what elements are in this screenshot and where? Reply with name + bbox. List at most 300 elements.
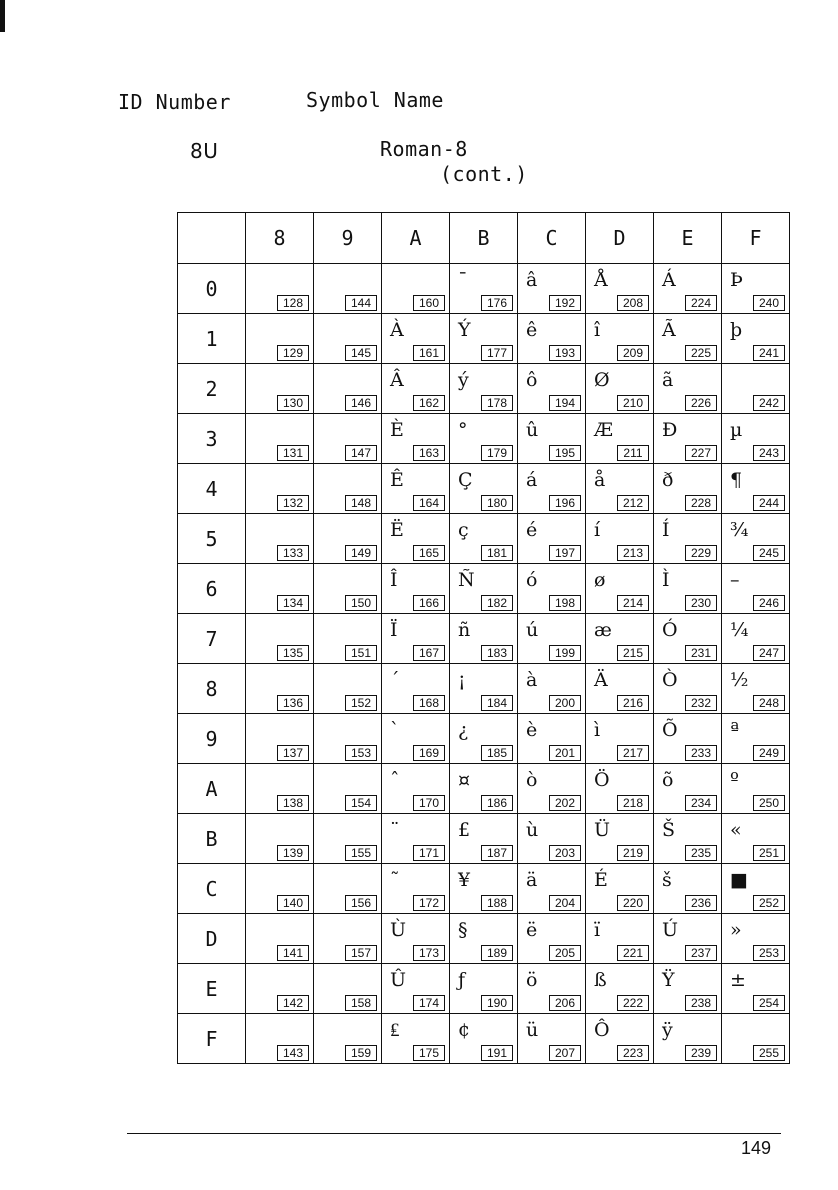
decimal-code-box: 204 [549,895,581,911]
character-glyph: ¶ [730,469,743,491]
decimal-code-box: 241 [753,345,785,361]
table-row [178,414,790,464]
decimal-code-box: 248 [753,695,785,711]
decimal-code-box: 175 [413,1045,445,1061]
character-cell [654,914,722,964]
character-glyph: µ [730,419,743,441]
character-glyph: ë [526,919,538,941]
character-cell [654,464,722,514]
character-glyph: Ä [594,669,608,691]
decimal-code-box: 251 [753,845,785,861]
decimal-code-box: 155 [345,845,377,861]
column-header: F [722,213,790,264]
character-glyph: – [730,569,740,591]
character-glyph: Ü [594,819,611,841]
character-glyph: Ú [662,919,679,941]
decimal-code-box: 184 [481,695,513,711]
character-cell [382,514,450,564]
character-cell [246,614,314,664]
character-cell [246,264,314,314]
decimal-code-box: 212 [617,495,649,511]
decimal-code-box: 156 [345,895,377,911]
decimal-code-box: 183 [481,645,513,661]
decimal-code-box: 218 [617,795,649,811]
character-cell [314,564,382,614]
decimal-code-box: 169 [413,745,445,761]
decimal-code-box: 188 [481,895,513,911]
decimal-code-box: 191 [481,1045,513,1061]
character-cell [450,264,518,314]
character-cell [314,814,382,864]
character-cell [722,264,790,314]
character-glyph: Ê [390,469,404,491]
character-cell [722,514,790,564]
character-glyph: ¥ [458,869,471,891]
decimal-code-box: 144 [345,295,377,311]
character-glyph: ñ [458,619,471,641]
decimal-code-box: 232 [685,695,717,711]
decimal-code-box: 200 [549,695,581,711]
character-cell [314,764,382,814]
character-cell [246,1014,314,1064]
character-cell [518,614,586,664]
column-header: 9 [314,213,382,264]
decimal-code-box: 136 [277,695,309,711]
decimal-code-box: 149 [345,545,377,561]
character-cell [518,664,586,714]
decimal-code-box: 180 [481,495,513,511]
decimal-code-box: 130 [277,395,309,411]
decimal-code-box: 146 [345,395,377,411]
decimal-code-box: 202 [549,795,581,811]
decimal-code-box: 227 [685,445,717,461]
decimal-code-box: 239 [685,1045,717,1061]
decimal-code-box: 147 [345,445,377,461]
decimal-code-box: 132 [277,495,309,511]
character-cell [586,714,654,764]
character-cell [518,414,586,464]
character-glyph: Á [662,269,676,291]
decimal-code-box: 185 [481,745,513,761]
character-cell [586,964,654,1014]
character-cell [518,264,586,314]
character-cell [518,714,586,764]
character-glyph: » [730,919,742,941]
row-header: 2 [178,364,246,414]
table-row [178,614,790,664]
row-header: 1 [178,314,246,364]
decimal-code-box: 131 [277,445,309,461]
character-cell [586,864,654,914]
character-cell [314,914,382,964]
table-row [178,814,790,864]
decimal-code-box: 157 [345,945,377,961]
character-cell [518,814,586,864]
character-glyph: Ì [662,569,670,591]
character-glyph: û [526,419,539,441]
decimal-code-box: 237 [685,945,717,961]
character-glyph: « [730,819,742,841]
character-cell [450,514,518,564]
decimal-code-box: 229 [685,545,717,561]
character-cell [450,814,518,864]
decimal-code-box: 213 [617,545,649,561]
decimal-code-box: 207 [549,1045,581,1061]
decimal-code-box: 225 [685,345,717,361]
character-cell [450,364,518,414]
id-number-label: ID Number [118,90,231,114]
character-glyph: ₤ [390,1019,400,1041]
character-glyph: þ [730,319,743,341]
character-cell [586,264,654,314]
character-glyph: Ç [458,469,473,491]
decimal-code-box: 170 [413,795,445,811]
table-row [178,714,790,764]
character-cell [246,464,314,514]
character-glyph: ê [526,319,538,341]
character-glyph: š [662,869,672,891]
character-cell [382,264,450,314]
decimal-code-box: 219 [617,845,649,861]
character-glyph: ã [662,369,674,391]
character-cell [450,464,518,514]
character-glyph: £ [458,819,471,841]
column-header: D [586,213,654,264]
character-cell [518,914,586,964]
decimal-code-box: 138 [277,795,309,811]
character-cell [450,664,518,714]
decimal-code-box: 197 [549,545,581,561]
character-cell [586,414,654,464]
decimal-code-box: 139 [277,845,309,861]
character-cell [722,364,790,414]
character-cell [518,464,586,514]
character-cell [722,764,790,814]
character-set-table [177,212,790,1064]
character-cell [246,814,314,864]
character-glyph: Ù [390,919,407,941]
character-cell [518,564,586,614]
decimal-code-box: 242 [753,395,785,411]
character-cell [722,314,790,364]
decimal-code-box: 235 [685,845,717,861]
decimal-code-box: 128 [277,295,309,311]
character-glyph: ¿ [458,719,469,741]
decimal-code-box: 152 [345,695,377,711]
decimal-code-box: 150 [345,595,377,611]
character-glyph: ˜ [390,869,400,891]
character-cell [654,564,722,614]
decimal-code-box: 171 [413,845,445,861]
character-glyph: ó [526,569,538,591]
decimal-code-box: 135 [277,645,309,661]
character-cell [586,514,654,564]
character-glyph: ¤ [458,769,471,791]
table-row [178,764,790,814]
decimal-code-box: 193 [549,345,581,361]
character-glyph: î [594,319,601,341]
table-row [178,464,790,514]
character-glyph: ° [458,419,468,441]
character-glyph: à [526,669,538,691]
character-cell [654,614,722,664]
character-glyph: º [730,769,739,791]
character-cell [654,814,722,864]
character-glyph: õ [662,769,674,791]
decimal-code-box: 247 [753,645,785,661]
character-cell [382,864,450,914]
character-glyph: Š [662,819,676,841]
decimal-code-box: 168 [413,695,445,711]
decimal-code-box: 133 [277,545,309,561]
decimal-code-box: 179 [481,445,513,461]
decimal-code-box: 223 [617,1045,649,1061]
continued-note: (cont.) [440,162,528,186]
decimal-code-box: 181 [481,545,513,561]
character-glyph: Ã [662,319,676,341]
footer-rule [127,1133,781,1134]
character-cell [382,714,450,764]
decimal-code-box: 134 [277,595,309,611]
character-glyph: ú [526,619,539,641]
row-header: 0 [178,264,246,314]
character-glyph: ¢ [458,1019,471,1041]
character-cell [518,864,586,914]
character-glyph: ¾ [730,519,749,541]
row-header: 5 [178,514,246,564]
character-glyph: È [390,419,404,441]
decimal-code-box: 226 [685,395,717,411]
row-header: F [178,1014,246,1064]
character-glyph: Å [594,269,608,291]
character-cell [382,364,450,414]
table-row [178,864,790,914]
decimal-code-box: 234 [685,795,717,811]
decimal-code-box: 164 [413,495,445,511]
character-cell [722,914,790,964]
character-glyph: ƒ [458,969,466,991]
character-cell [382,314,450,364]
column-header-row [178,213,790,264]
character-cell [382,814,450,864]
character-cell [450,614,518,664]
decimal-code-box: 216 [617,695,649,711]
corner-cell [178,213,246,264]
decimal-code-box: 192 [549,295,581,311]
character-glyph: ª [730,719,740,741]
character-cell [654,664,722,714]
character-cell [722,414,790,464]
character-cell [586,1014,654,1064]
character-glyph: Â [390,369,404,391]
character-glyph: ð [662,469,674,491]
character-cell [586,914,654,964]
character-cell [246,714,314,764]
character-cell [654,364,722,414]
decimal-code-box: 172 [413,895,445,911]
decimal-code-box: 230 [685,595,717,611]
character-cell [450,864,518,914]
character-cell [654,764,722,814]
character-glyph: ò [526,769,538,791]
decimal-code-box: 244 [753,495,785,511]
character-cell [246,964,314,1014]
character-glyph: Đ [662,419,678,441]
character-glyph: ` [390,719,400,741]
decimal-code-box: 228 [685,495,717,511]
character-cell [722,564,790,614]
decimal-code-box: 154 [345,795,377,811]
character-cell [722,464,790,514]
character-cell [246,414,314,464]
row-header: 4 [178,464,246,514]
character-glyph: ´ [390,669,400,691]
character-glyph: ¡ [458,669,466,691]
character-cell [246,914,314,964]
decimal-code-box: 233 [685,745,717,761]
character-cell [722,614,790,664]
decimal-code-box: 217 [617,745,649,761]
character-glyph: ½ [730,669,749,691]
decimal-code-box: 222 [617,995,649,1011]
decimal-code-box: 210 [617,395,649,411]
character-glyph: Ý [458,319,471,341]
decimal-code-box: 186 [481,795,513,811]
character-glyph: ± [730,969,746,991]
character-glyph: ü [526,1019,539,1041]
decimal-code-box: 211 [617,445,649,461]
decimal-code-box: 167 [413,645,445,661]
decimal-code-box: 176 [481,295,513,311]
decimal-code-box: 224 [685,295,717,311]
decimal-code-box: 250 [753,795,785,811]
character-cell [450,1014,518,1064]
scan-edge-mark [0,0,5,32]
row-header: E [178,964,246,1014]
character-cell [382,614,450,664]
character-cell [586,364,654,414]
character-cell [450,914,518,964]
character-cell [382,464,450,514]
decimal-code-box: 203 [549,845,581,861]
decimal-code-box: 221 [617,945,649,961]
character-cell [654,864,722,914]
character-cell [382,914,450,964]
character-glyph: Ø [594,369,610,391]
column-header: C [518,213,586,264]
decimal-code-box: 209 [617,345,649,361]
character-cell [586,664,654,714]
character-cell [654,264,722,314]
character-glyph: ¼ [730,619,749,641]
character-cell [518,364,586,414]
character-glyph: § [458,919,468,941]
decimal-code-box: 252 [753,895,785,911]
character-cell [654,314,722,364]
character-glyph: ù [526,819,539,841]
decimal-code-box: 174 [413,995,445,1011]
column-header: E [654,213,722,264]
character-cell [722,864,790,914]
row-header: 3 [178,414,246,464]
character-cell [518,314,586,364]
decimal-code-box: 254 [753,995,785,1011]
decimal-code-box: 255 [753,1045,785,1061]
decimal-code-box: 161 [413,345,445,361]
decimal-code-box: 137 [277,745,309,761]
character-cell [586,464,654,514]
character-cell [246,764,314,814]
decimal-code-box: 245 [753,545,785,561]
character-cell [654,414,722,464]
character-glyph: ¨ [390,819,400,841]
character-glyph: Í [662,519,670,541]
character-cell [382,764,450,814]
table-row [178,664,790,714]
character-cell [450,314,518,364]
character-glyph: ÿ [662,1019,673,1041]
decimal-code-box: 231 [685,645,717,661]
character-glyph: í [594,519,601,541]
row-header: D [178,914,246,964]
table-row [178,514,790,564]
character-cell [518,1014,586,1064]
decimal-code-box: 253 [753,945,785,961]
character-cell [654,714,722,764]
character-cell [382,964,450,1014]
row-header: 8 [178,664,246,714]
decimal-code-box: 129 [277,345,309,361]
character-glyph: Æ [594,419,614,441]
table-row [178,314,790,364]
decimal-code-box: 205 [549,945,581,961]
character-glyph: ■ [730,869,748,891]
table-row [178,1014,790,1064]
decimal-code-box: 194 [549,395,581,411]
character-glyph: ø [594,569,606,591]
decimal-code-box: 160 [413,295,445,311]
character-cell [314,614,382,664]
column-header: 8 [246,213,314,264]
character-cell [722,664,790,714]
row-header: C [178,864,246,914]
decimal-code-box: 153 [345,745,377,761]
decimal-code-box: 145 [345,345,377,361]
decimal-code-box: 151 [345,645,377,661]
decimal-code-box: 201 [549,745,581,761]
character-glyph: ì [594,719,601,741]
decimal-code-box: 240 [753,295,785,311]
decimal-code-box: 206 [549,995,581,1011]
row-header: 7 [178,614,246,664]
symbol-name-label: Symbol Name [306,88,444,112]
character-cell [450,564,518,614]
decimal-code-box: 162 [413,395,445,411]
decimal-code-box: 141 [277,945,309,961]
character-glyph: ˆ [390,769,400,791]
character-glyph: Ó [662,619,678,641]
character-cell [314,364,382,414]
character-glyph: ö [526,969,538,991]
decimal-code-box: 215 [617,645,649,661]
character-cell [314,664,382,714]
decimal-code-box: 159 [345,1045,377,1061]
decimal-code-box: 246 [753,595,785,611]
character-glyph: Ñ [458,569,475,591]
decimal-code-box: 182 [481,595,513,611]
decimal-code-box: 187 [481,845,513,861]
character-cell [314,414,382,464]
